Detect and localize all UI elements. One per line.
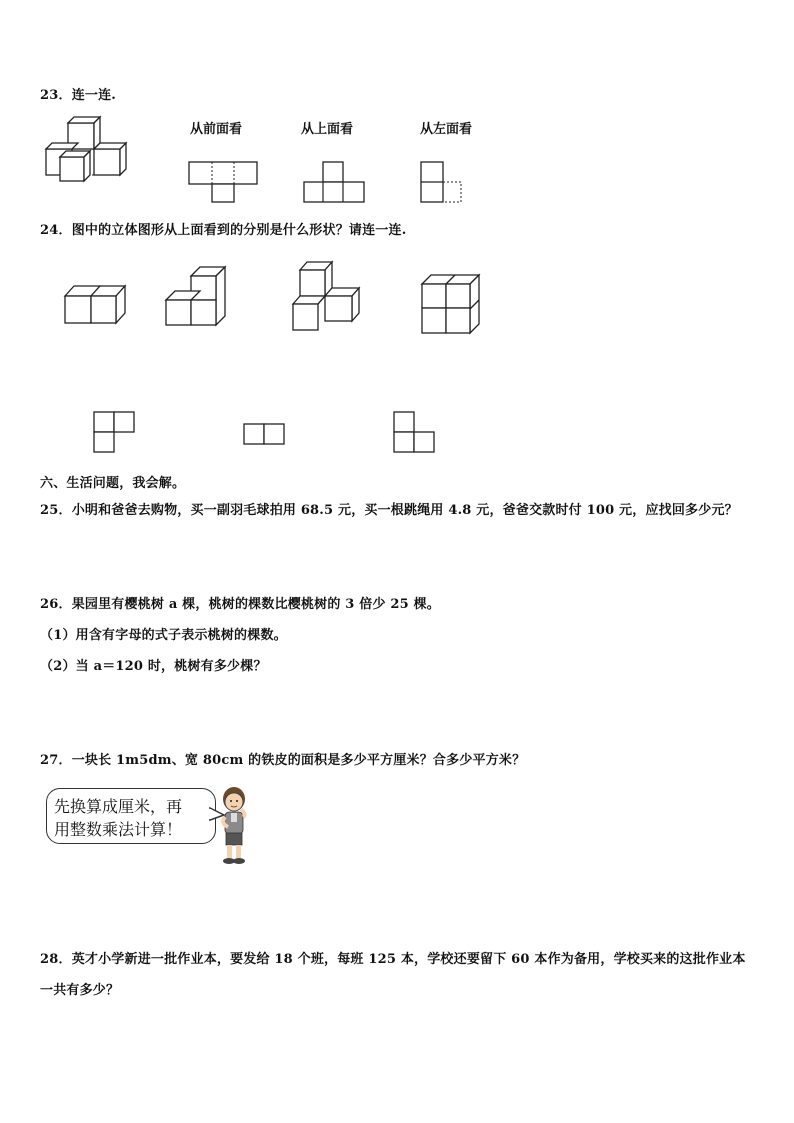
view-label-front: 从前面看 [190,122,243,137]
top-view-shape [303,160,367,204]
q24-title: 24．图中的立体图形从上面看到的分别是什么形状？请连一连. [40,223,407,238]
view-label-top: 从上面看 [301,122,354,137]
q28-line2: 一共有多少？ [40,983,120,998]
q28-line1: 28．英才小学新进一批作业本，要发给 18 个班，每班 125 本，学校还要留下 60 本作为备用，学校买来的这批作业本 [40,952,746,967]
solid-figure-2 [165,266,235,332]
front-view-shape [188,160,260,204]
q23-title: 23．连一连. [40,88,117,103]
section-6-title: 六、生活问题，我会解。 [40,476,186,491]
solid-figure-4 [420,272,484,336]
boy-illustration [214,785,254,867]
q26-text: 26．果园里有樱桃树 a 棵，桃树的棵数比樱桃树的 3 倍少 25 棵。 [40,597,441,612]
hint-text [54,795,182,841]
top-shape-b [242,422,288,446]
hint-line-1: 先换算成厘米，再 [54,797,183,816]
top-shape-a [92,410,138,456]
hint-line-2: 用整数乘法计算！ [54,820,183,839]
q26-part2: （2）当 a＝120 时，桃树有多少棵？ [40,659,267,674]
q26-part1: （1）用含有字母的式子表示桃树的棵数。 [40,628,287,643]
solid-figure-1 [64,280,134,330]
solid-figure-3 [290,260,365,332]
left-view-shape [420,160,470,204]
q23-solid-figure [40,115,140,185]
view-label-left: 从左面看 [420,122,473,137]
q27-text: 27．一块长 1m5dm、宽 80cm 的铁皮的面积是多少平方厘米？合多少平方米？ [40,753,526,768]
q25-text: 25．小明和爸爸去购物，买一副羽毛球拍用 68.5 元，买一根跳绳用 4.8 元，爸爸交款时付 100 元，应找回多少元？ [40,503,738,518]
top-shape-c [392,410,438,456]
